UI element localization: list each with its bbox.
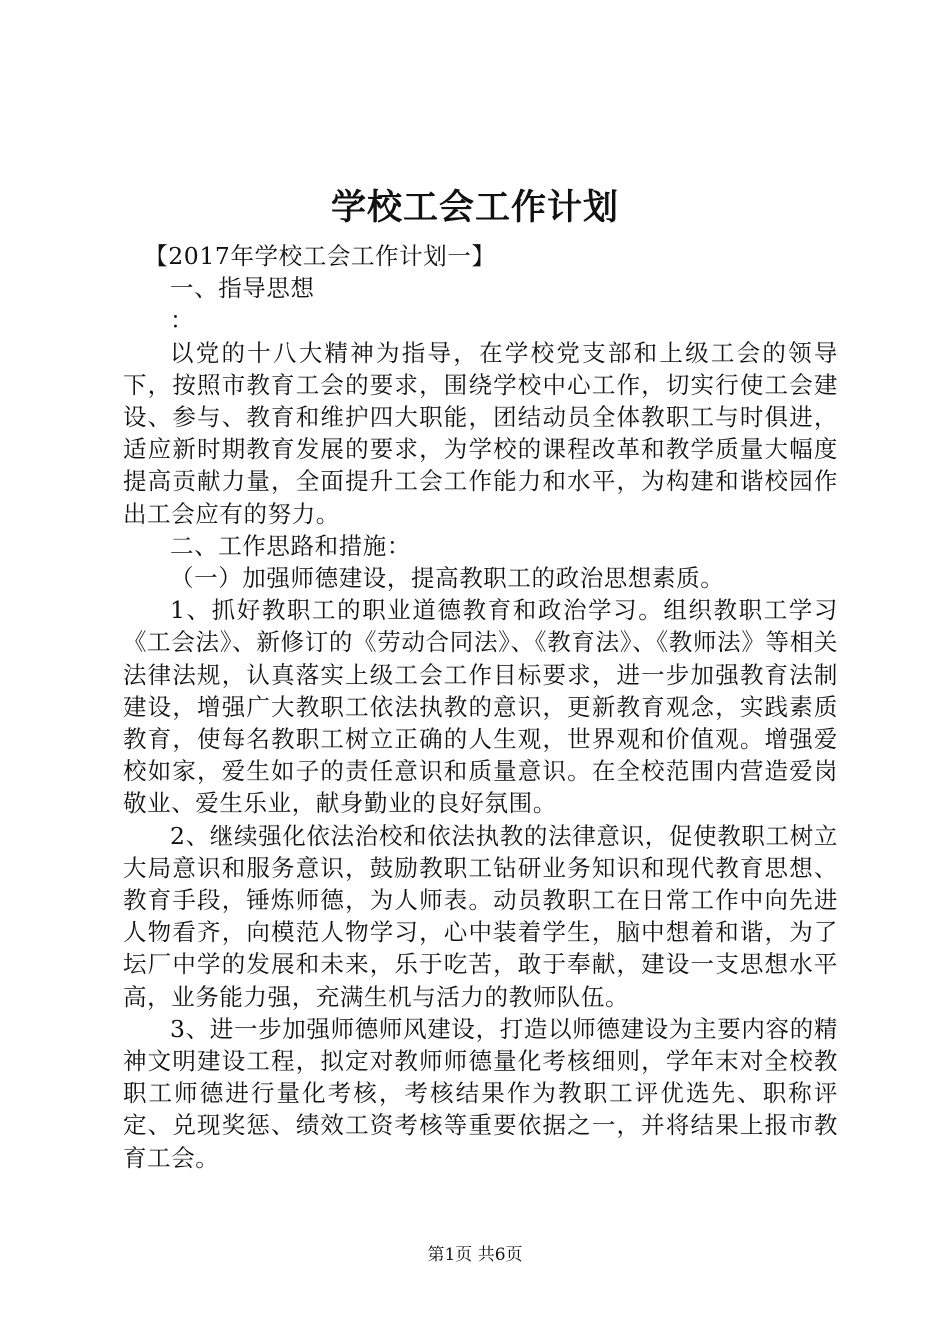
paragraph-item-1: 1、抓好教职工的职业道德教育和政治学习。组织教职工学习《工会法》、新修订的《劳动合同法》、《教育法》、《教师法》等相关法律法规，认真落实上级工会工作目标要求，进一步加强教育法制建设，增强广大教职工依法执教的意识，更新教育观念，实践素质教育，使每名教职工树立正确的人生观，世界观和价值观。增强爱校如家，爱生如子的责任意识和质量意识。在全校范围内营造爱岗敬业、爱生乐业，献身勤业的良好氛围。 xyxy=(123,596,838,818)
colon-line: ： xyxy=(170,306,195,335)
document-title: 学校工会工作计划 xyxy=(330,187,619,228)
subsection-heading-ethics: （一）加强师德建设，提高教职工的政治思想素质。 xyxy=(170,564,725,593)
section-heading-work-ideas: 二、工作思路和措施： xyxy=(170,531,411,560)
document-body xyxy=(123,240,838,1174)
section-heading-guiding-ideology: 一、指导思想 xyxy=(170,274,315,303)
page-indicator: 第1页 共6页 xyxy=(427,1245,523,1265)
paragraph-item-2: 2、继续强化依法治校和依法执教的法律意识，促使教职工树立大局意识和服务意识，鼓励教职工钻研业务知识和现代教育思想、教育手段，锤炼师德，为人师表。动员教职工在日常工作中向先进人物看齐，向模范人物学习，心中装着学生，脑中想着和谐，为了坛厂中学的发展和未来，乐于吃苦，敢于奉献，建设一支思想水平高，业务能力强，充满生机与活力的教师队伍。 xyxy=(123,821,838,1011)
paragraph-item-3: 3、进一步加强师德师风建设，打造以师德建设为主要内容的精神文明建设工程，拟定对教师师德量化考核细则，学年末对全校教职工师德进行量化考核，考核结果作为教职工评优选先、职称评定、兑现奖惩、绩效工资考核等重要依据之一，并将结果上报市教育工会。 xyxy=(123,1014,838,1172)
paragraph-guiding-ideology: 以党的十八大精神为指导，在学校党支部和上级工会的领导下，按照市教育工会的要求，围绕学校中心工作，切实行使工会建设、参与、教育和维护四大职能，团结动员全体教职工与时俱进，适应新时期教育发展的要求，为学校的课程改革和教学质量大幅度提高贡献力量，全面提升工会工作能力和水平，为构建和谐校园作出工会应有的努力。 xyxy=(123,338,838,528)
section-heading-plan-one: 【2017年学校工会工作计划一】 xyxy=(144,242,496,270)
